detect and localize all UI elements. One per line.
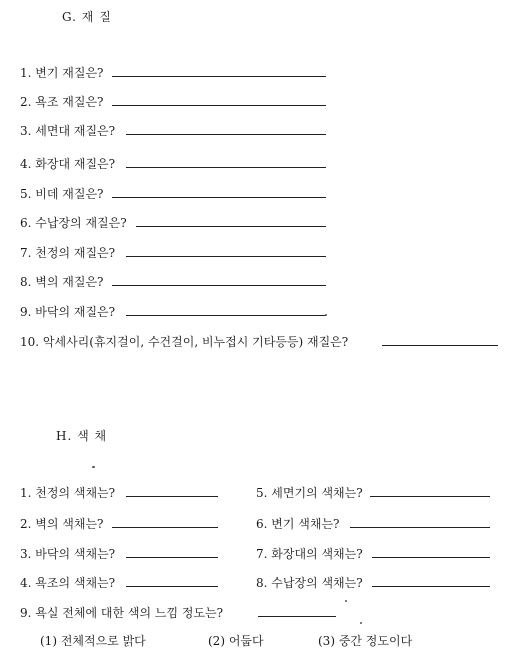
question-g-1: 1. 변기 재질은?: [20, 66, 104, 80]
option-3[interactable]: (3) 중간 정도이다: [318, 634, 413, 648]
question-h-6: 6. 변기 색채는?: [256, 517, 340, 531]
answer-line-g-7[interactable]: [126, 256, 326, 257]
scan-speck: [360, 622, 362, 624]
answer-line-g-2[interactable]: [112, 105, 326, 106]
answer-line-h-9[interactable]: [258, 616, 336, 617]
answer-line-g-6[interactable]: [136, 226, 326, 227]
question-h-2: 2. 벽의 색채는?: [20, 517, 104, 531]
answer-line-h-7[interactable]: [372, 557, 490, 558]
answer-line-g-1[interactable]: [112, 76, 326, 77]
question-g-3: 3. 세면대 재질은?: [20, 124, 116, 138]
scan-speck: [345, 600, 347, 602]
section-h-title: H. 색 채: [56, 429, 108, 443]
question-h-7: 7. 화장대의 색채는?: [256, 547, 363, 561]
question-h-1: 1. 천정의 색채는?: [20, 486, 116, 500]
answer-line-h-4[interactable]: [126, 586, 218, 587]
option-1[interactable]: (1) 전체적으로 밝다: [40, 634, 146, 648]
answer-line-h-3[interactable]: [126, 557, 218, 558]
answer-line-h-8[interactable]: [372, 586, 490, 587]
answer-line-h-2[interactable]: [112, 527, 218, 528]
question-h-4: 4. 욕조의 색채는?: [20, 576, 116, 590]
scan-speck: [325, 314, 327, 316]
answer-line-h-1[interactable]: [126, 496, 218, 497]
question-g-6: 6. 수납장의 재질은?: [20, 216, 127, 230]
question-g-5: 5. 비데 재질은?: [20, 187, 104, 201]
option-2[interactable]: (2) 어둡다: [208, 634, 264, 648]
answer-line-h-6[interactable]: [350, 527, 490, 528]
question-g-10: 10. 악세사리(휴지걸이, 수건걸이, 비누접시 기타등등) 재질은?: [20, 335, 349, 349]
question-h-9: 9. 욕실 전체에 대한 색의 느낌 정도는?: [20, 606, 224, 620]
answer-line-g-5[interactable]: [112, 197, 326, 198]
question-g-2: 2. 욕조 재질은?: [20, 95, 104, 109]
answer-line-h-5[interactable]: [370, 496, 490, 497]
question-g-9: 9. 바닥의 재질은?: [20, 305, 116, 319]
question-h-5: 5. 세면기의 색채는?: [256, 486, 363, 500]
answer-line-g-3[interactable]: [126, 134, 326, 135]
answer-line-g-10[interactable]: [382, 345, 498, 346]
answer-line-g-4[interactable]: [126, 167, 326, 168]
question-g-4: 4. 화장대 재질은?: [20, 157, 116, 171]
question-h-3: 3. 바닥의 색채는?: [20, 547, 116, 561]
question-h-8: 8. 수납장의 색채는?: [256, 576, 363, 590]
answer-line-g-9[interactable]: [126, 315, 326, 316]
answer-line-g-8[interactable]: [112, 285, 326, 286]
scan-speck: [92, 466, 95, 468]
section-g-title: G. 재 질: [62, 10, 112, 24]
question-g-7: 7. 천정의 재질은?: [20, 246, 116, 260]
question-g-8: 8. 벽의 재질은?: [20, 275, 104, 289]
